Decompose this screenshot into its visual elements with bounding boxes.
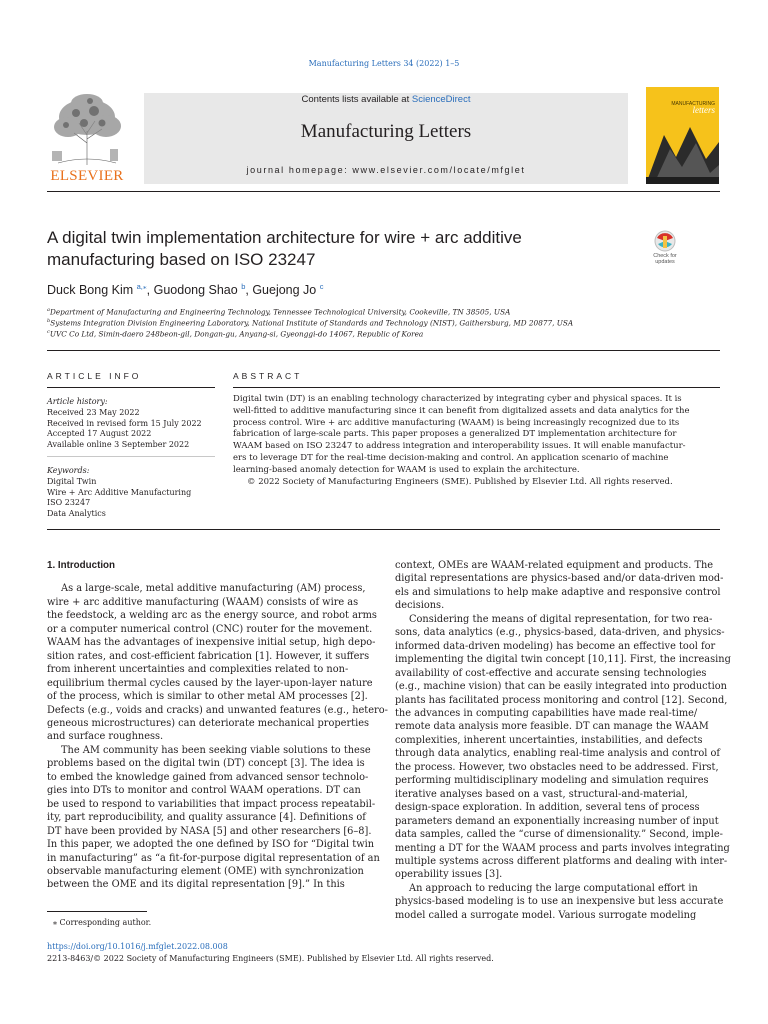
body-text-line: through data analytics, enabling real-time analysis and control of <box>395 748 721 760</box>
corresponding-author-footnote: ⁎ Corresponding author. <box>53 918 152 927</box>
affiliation <box>47 318 573 327</box>
article-title-line: A digital twin implementation architecture for wire + arc additive <box>47 228 522 247</box>
abstract-rule <box>233 387 720 388</box>
keywords <box>47 466 191 520</box>
keywords-rule <box>47 456 215 457</box>
author-name[interactable]: Guejong Jo <box>252 283 317 298</box>
body-text-line: of the process, which is similar to other metal AM processes [2]. <box>47 691 368 703</box>
history-heading: Article history: <box>47 397 108 406</box>
abstract-copyright: © 2022 Society of Manufacturing Engineers (SME). Published by Elsevier Ltd. All rights reserved. <box>247 476 673 487</box>
article-info-rule <box>47 387 215 388</box>
body-text-line: or a computer numerical control (CNC) router for the movement. <box>47 623 373 635</box>
body-text-line: multiple systems across different platforms and dealing with inter- <box>395 855 728 867</box>
body-text-line: WAAM has the advantages of inexpensive initial setup, high depo- <box>47 637 376 649</box>
publisher-name: ELSEVIER <box>50 168 124 184</box>
body-text-line: As a large-scale, metal additive manufacturing (AM) process, <box>61 583 366 595</box>
body-text-line: physics-based modeling is to use an inexpensive but less accurate <box>395 896 724 908</box>
author-affil-mark[interactable]: b <box>241 282 246 291</box>
abstract-line: fabrication of large-scale parts. This paper proposes a generalized DT implementation architecture for <box>233 429 677 440</box>
author-separator: , <box>146 283 154 298</box>
affiliation-rule <box>47 350 720 351</box>
abstract-line: WAAM based on ISO 23247 to address integration and interoperability issues. It will enable manufactur- <box>233 441 686 452</box>
doi-link[interactable]: https://doi.org/10.1016/j.mfglet.2022.08.008 <box>47 942 228 951</box>
abstract-line: well-fitted to additive manufacturing since it can benefit from digitalized assets and data analytics for the <box>233 405 690 416</box>
body-text-line: The AM community has been seeking viable solutions to these <box>61 744 371 756</box>
affiliation-text: UVC Co Ltd, Simin-daero 248beon-gil, Dongan-gu, Anyang-si, Gyeonggi-do 14067, Republic of Korea <box>49 329 424 339</box>
body-text-line: gies into DTs to monitor and control WAAM operations. DT can <box>47 785 361 797</box>
affiliation <box>47 329 423 338</box>
body-text-line: between the OME and its digital representation [9].” In this <box>47 879 345 891</box>
keyword: Digital Twin <box>47 476 97 486</box>
abstract-line: ers to leverage DT for the real-time decision-making and control. An application scenario of machine <box>233 452 669 463</box>
right-paragraphs <box>395 559 731 922</box>
crossmark-icon <box>644 230 686 252</box>
body-text-line: informed data-driven modeling) has become an effective tool for <box>395 640 716 652</box>
body-text-line: Defects (e.g., voids and cracks) and unwanted features (e.g., hetero- <box>47 704 388 716</box>
affiliation-mark: c <box>47 329 50 335</box>
section-heading: 1. Introduction <box>47 560 116 571</box>
body-text-line: menting a DT for the WAAM process and parts involves integrating <box>395 842 730 854</box>
affiliation-mark: b <box>47 318 51 324</box>
article-info-heading: ARTICLE INFO <box>47 371 142 381</box>
body-text-line: decisions. <box>395 600 445 612</box>
abstract-heading: ABSTRACT <box>233 371 303 381</box>
body-text-line: design-space exploration. In addition, several tens of process <box>395 802 700 814</box>
keyword: Data Analytics <box>47 509 106 519</box>
article-history <box>47 397 202 451</box>
author-name[interactable]: Guodong Shao <box>153 283 238 298</box>
body-text-line: data samples, called the “curse of dimensionality.” Second, imple- <box>395 829 723 841</box>
elsevier-tree-icon <box>46 93 128 167</box>
history-item: Available online 3 September 2022 <box>47 440 190 450</box>
journal-cover[interactable] <box>646 87 719 184</box>
front-matter-rule <box>47 529 720 530</box>
body-text-line: plants has facilitated process monitoring and control [12]. Second, <box>395 694 728 706</box>
issn-copyright: 2213-8463/© 2022 Society of Manufacturing Engineers (SME). Published by Elsevier Ltd. All rights reserved. <box>47 954 494 963</box>
keyword: Wire + Arc Additive Manufacturing <box>47 487 192 497</box>
body-text-line: model called a surrogate model. Various surrogate modeling <box>395 909 697 921</box>
body-text-line: els and simulations to help make adaptive and responsive control <box>395 586 721 598</box>
body-text-line: context, OMEs are WAAM-related equipment and products. The <box>395 560 714 571</box>
abstract-line: process control. Wire + arc additive manufacturing (WAAM) is being increasingly recognized due to its <box>233 417 680 428</box>
footnote-rule <box>47 911 147 912</box>
body-text-line: to embed the knowledge gained from advanced sensor technolo- <box>47 771 369 783</box>
body-text-line: implementing the digital twin concept [10,11]. First, the increasing <box>395 654 731 666</box>
elsevier-logo[interactable] <box>46 93 128 183</box>
abstract-line: learning-based anomaly detection for WAAM is used to explain the architecture. <box>233 464 580 475</box>
header-rule <box>47 191 720 192</box>
body-text-line: the process. However, two obstacles need to be addressed. First, <box>395 761 719 773</box>
contents-line <box>144 94 628 105</box>
body-text-line: complexities, inherent uncertainties, instabilities, and defects <box>395 734 703 746</box>
body-text-line: geneous microstructures) can deteriorate mechanical properties <box>47 717 370 729</box>
article-title-line: manufacturing based on ISO 23247 <box>47 250 316 269</box>
body-text-line: and surface roughness. <box>47 731 164 743</box>
body-text-line: digital representations are physics-based and/or data-driven mod- <box>395 573 724 585</box>
abstract-line: Digital twin (DT) is an enabling technology characterized by integrating cyber and physical spaces. It is <box>233 394 682 404</box>
body-text-line: the feedstock, a welding arc as the energy source, and robot arms <box>47 610 377 622</box>
author-affil-mark[interactable]: a,⁎ <box>136 282 147 291</box>
affiliation <box>47 307 510 316</box>
body-text-line: in manufacturing” as “a fit-for-purpose digital representation of an <box>47 852 380 864</box>
contents-prefix: Contents lists available at <box>301 94 412 105</box>
body-text-line: sition rates, and cost-efficient fabrication [1]. However, it suffers <box>47 650 370 662</box>
affiliation-mark: a <box>47 307 50 313</box>
sciencedirect-link[interactable]: ScienceDirect <box>411 94 471 105</box>
body-text-line: equilibrium thermal cycles caused by the layer-upon-layer nature <box>47 677 373 689</box>
cover-title-em: letters <box>692 105 715 115</box>
crossmark-label: Check for updates <box>653 253 677 265</box>
article-title <box>47 227 627 271</box>
running-head[interactable]: Manufacturing Letters 34 (2022) 1–5 <box>308 59 460 68</box>
body-text-line: iterative analyses based on a vast, structural-and-material, <box>395 788 688 800</box>
history-item: Accepted 17 August 2022 <box>47 429 152 439</box>
affiliation-text: Department of Manufacturing and Engineering Technology, Tennessee Technological University, Cookeville, TN 38505, USA <box>49 307 511 317</box>
author-list <box>47 282 324 297</box>
journal-title[interactable]: Manufacturing Letters <box>300 121 472 142</box>
body-text-line: wire + arc additive manufacturing (WAAM) consists of wire as <box>47 596 359 608</box>
body-text-line: ity, part reproducibility, and quality assurance [4]. Definitions of <box>47 812 366 824</box>
body-text-line: DT have been provided by NASA [5] and other researchers [6–8]. <box>47 825 372 837</box>
keywords-heading: Keywords: <box>47 466 90 475</box>
history-item: Received 23 May 2022 <box>47 407 140 417</box>
body-text-line: An approach to reducing the large computational effort in <box>409 882 698 894</box>
body-text-line: Considering the means of digital representation, for two rea- <box>409 613 713 625</box>
body-column-left <box>47 559 388 892</box>
journal-masthead <box>144 93 628 184</box>
author-affil-mark[interactable]: c <box>319 282 324 291</box>
left-paragraphs <box>47 582 388 891</box>
body-text-line: availability of cost-effective and accurate sensing technologies <box>395 667 707 679</box>
body-text-line: observable manufacturing element (OME) with synchronization <box>47 865 364 877</box>
keyword: ISO 23247 <box>47 498 91 508</box>
body-text-line: problems based on the digital twin (DT) concept [3]. The idea is <box>47 758 365 770</box>
body-text-line: parameters demand an exponentially increasing number of input <box>395 815 719 827</box>
body-text-line: from inherent uncertainties and complexities related to non- <box>47 664 349 676</box>
body-text-line: be used to respond to variabilities that impact process repeatabil- <box>47 798 376 810</box>
crossmark-badge[interactable] <box>644 230 686 268</box>
body-text-line: operability issues [3]. <box>395 869 503 881</box>
body-text-line: (e.g., machine vision) that can be easily integrated into production <box>395 681 727 693</box>
journal-homepage[interactable]: journal homepage: www.elsevier.com/locate/mfglet <box>246 165 526 175</box>
body-text-line: In this paper, we adopted the one defined by ISO for “Digital twin <box>47 839 375 851</box>
body-text-line: remote data analysis more feasible. DT can manage the WAAM <box>395 721 709 733</box>
author-separator: , <box>245 283 253 298</box>
abstract-body <box>233 394 720 488</box>
author-name[interactable]: Duck Bong Kim <box>47 283 134 298</box>
body-text-line: sons, data analytics (e.g., physics-based, data-driven, and physics- <box>395 627 725 639</box>
affiliation-text: Systems Integration Division Engineering Laboratory, National Institute of Standards and Technology (NIST), Gaithersburg, MD 20877, USA <box>50 318 574 328</box>
body-text-line: performing multidisciplinary modeling and simulation requires <box>395 775 709 787</box>
body-text-line: the advances in computing capabilities have made real-time/ <box>395 707 698 719</box>
body-column-right <box>395 559 731 922</box>
cover-title <box>671 101 715 115</box>
cover-title-top: MANUFACTURING <box>671 101 715 107</box>
history-item: Received in revised form 15 July 2022 <box>47 418 202 428</box>
